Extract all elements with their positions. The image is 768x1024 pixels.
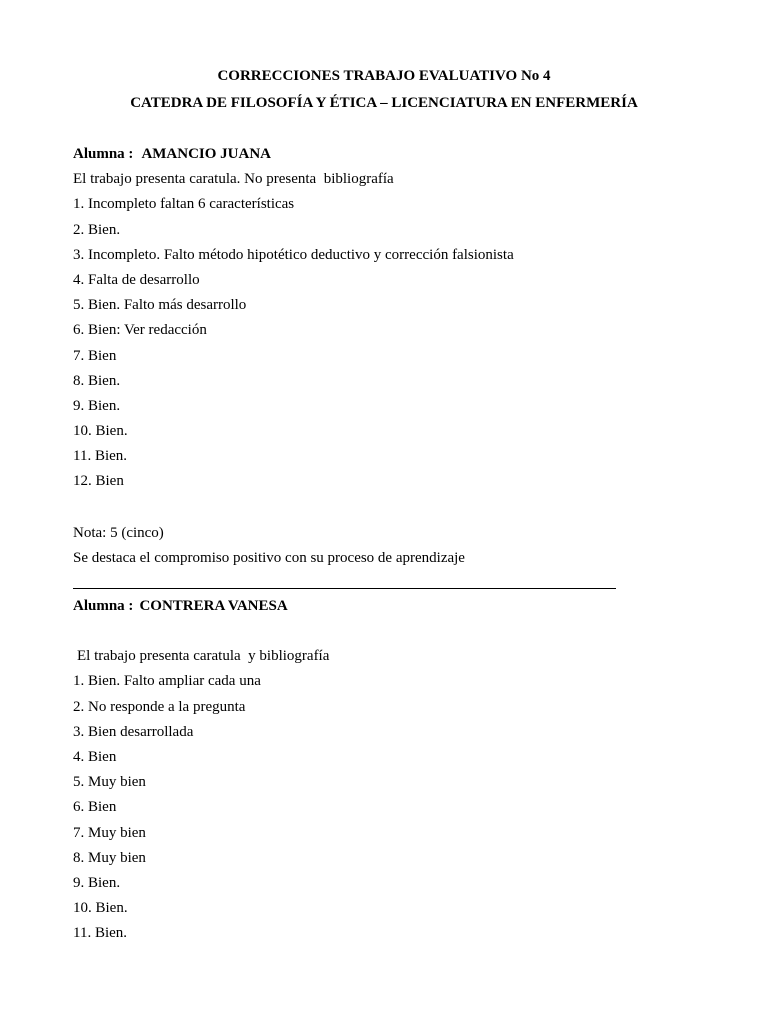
evaluation-item: 2. Bien.: [73, 221, 121, 238]
evaluation-item: 6. Bien: [73, 799, 117, 816]
document-title: CORRECCIONES TRABAJO EVALUATIVO No 4: [217, 68, 551, 84]
evaluation-item: 7. Bien: [73, 347, 117, 364]
evaluation-intro: El trabajo presenta caratula. No presenta bibliografía: [73, 171, 394, 188]
teacher-comment: Se destaca el compromiso positivo con su proceso de aprendizaje: [73, 549, 465, 566]
evaluation-item: 8. Bien.: [73, 372, 121, 389]
evaluation-item: 4. Bien: [73, 748, 117, 765]
evaluation-item: 6. Bien: Ver redacción: [73, 322, 207, 339]
evaluation-item: 1. Incompleto faltan 6 características: [73, 196, 295, 213]
student-label: Alumna :: [73, 146, 134, 162]
evaluation-item: 3. Incompleto. Falto método hipotético deductivo y corrección falsionista: [73, 246, 514, 263]
grade: Nota: 5 (cinco): [73, 524, 164, 541]
evaluation-item: 1. Bien. Falto ampliar cada una: [73, 673, 261, 690]
student-heading: [73, 597, 693, 622]
evaluation-item: 9. Bien.: [73, 397, 121, 414]
evaluation-item: 5. Bien. Falto más desarrollo: [73, 297, 247, 314]
evaluation-item: 2. No responde a la pregunta: [73, 698, 246, 715]
evaluation-item: 3. Bien desarrollada: [73, 723, 194, 740]
student-name: CONTRERA VANESA: [139, 598, 288, 614]
evaluation-item: 8. Muy bien: [73, 849, 146, 866]
evaluation-intro: El trabajo presenta caratula y bibliografía: [77, 648, 330, 665]
evaluation-item: 9. Bien.: [73, 874, 121, 891]
evaluation-item: 11. Bien.: [73, 925, 128, 942]
evaluation-item: 7. Muy bien: [73, 824, 146, 841]
evaluation-item: 12. Bien: [73, 473, 124, 490]
student-name: AMANCIO JUANA: [141, 146, 272, 162]
evaluation-item: 11. Bien.: [73, 448, 128, 465]
evaluation-item: 5. Muy bien: [73, 774, 146, 791]
document-subtitle: CATEDRA DE FILOSOFÍA Y ÉTICA – LICENCIATURA EN ENFERMERÍA: [130, 95, 638, 111]
student-label: Alumna :: [73, 598, 134, 614]
student-heading: [73, 145, 693, 170]
student-section-amancio: [73, 145, 693, 574]
section-divider: [73, 588, 616, 589]
evaluation-item: 10. Bien.: [73, 900, 128, 917]
evaluation-item: 4. Falta de desarrollo: [73, 271, 200, 288]
student-section-contrera: [73, 597, 693, 949]
evaluation-item: 10. Bien.: [73, 423, 128, 440]
